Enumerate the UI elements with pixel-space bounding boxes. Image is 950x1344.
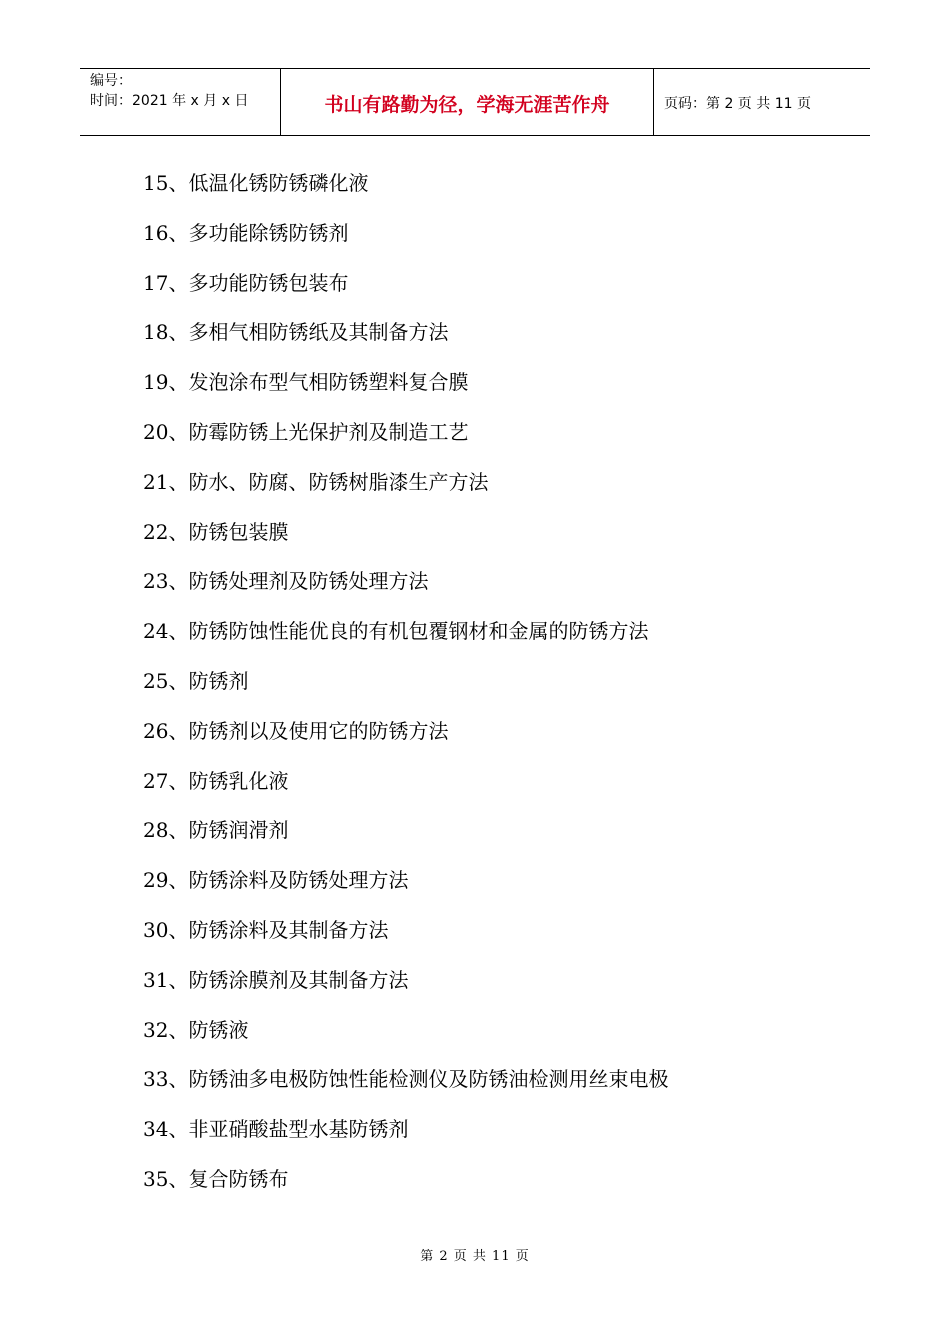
footer-page-number: 第 2 页 共 11 页	[420, 1249, 530, 1264]
list-item: 29、防锈涂料及防锈处理方法	[143, 868, 409, 893]
header-motto	[281, 69, 654, 135]
list-item: 16、多功能除锈防锈剂	[143, 220, 349, 245]
list-item: 26、防锈剂以及使用它的防锈方法	[143, 718, 449, 743]
page-header	[80, 68, 870, 136]
header-page-info	[654, 69, 870, 135]
document-number-label: 编号：	[90, 73, 132, 89]
motto-text: 书山有路勤为径，学海无涯苦作舟	[324, 93, 610, 116]
list-item: 23、防锈处理剂及防锈处理方法	[143, 569, 429, 594]
list-item: 20、防霉防锈上光保护剂及制造工艺	[143, 419, 469, 444]
list-item: 17、多功能防锈包装布	[143, 270, 349, 295]
document-date: 时间：2021 年 x 月 x 日	[90, 93, 249, 109]
page-footer	[0, 1245, 950, 1264]
list-item: 28、防锈润滑剂	[143, 818, 289, 843]
list-item: 33、防锈油多电极防蚀性能检测仪及防锈油检测用丝束电极	[143, 1067, 669, 1092]
list-item: 25、防锈剂	[143, 668, 249, 693]
list-item: 32、防锈液	[143, 1017, 249, 1042]
list-item: 19、发泡涂布型气相防锈塑料复合膜	[143, 370, 469, 395]
list-item: 18、多相气相防锈纸及其制备方法	[143, 320, 449, 345]
list-item: 15、低温化锈防锈磷化液	[143, 171, 369, 195]
list-item: 22、防锈包装膜	[143, 519, 289, 544]
list-item: 27、防锈乳化液	[143, 768, 289, 793]
header-meta	[80, 69, 281, 135]
item-list	[143, 158, 668, 1204]
list-item: 30、防锈涂料及其制备方法	[143, 917, 389, 942]
page-info-text: 页码：第 2 页 共 11 页	[664, 96, 811, 112]
list-item: 24、防锈防蚀性能优良的有机包覆钢材和金属的防锈方法	[143, 619, 649, 644]
list-item: 35、复合防锈布	[143, 1166, 289, 1191]
list-item: 34、非亚硝酸盐型水基防锈剂	[143, 1117, 409, 1142]
list-item: 31、防锈涂膜剂及其制备方法	[143, 967, 409, 992]
list-item: 21、防水、防腐、防锈树脂漆生产方法	[143, 469, 489, 494]
